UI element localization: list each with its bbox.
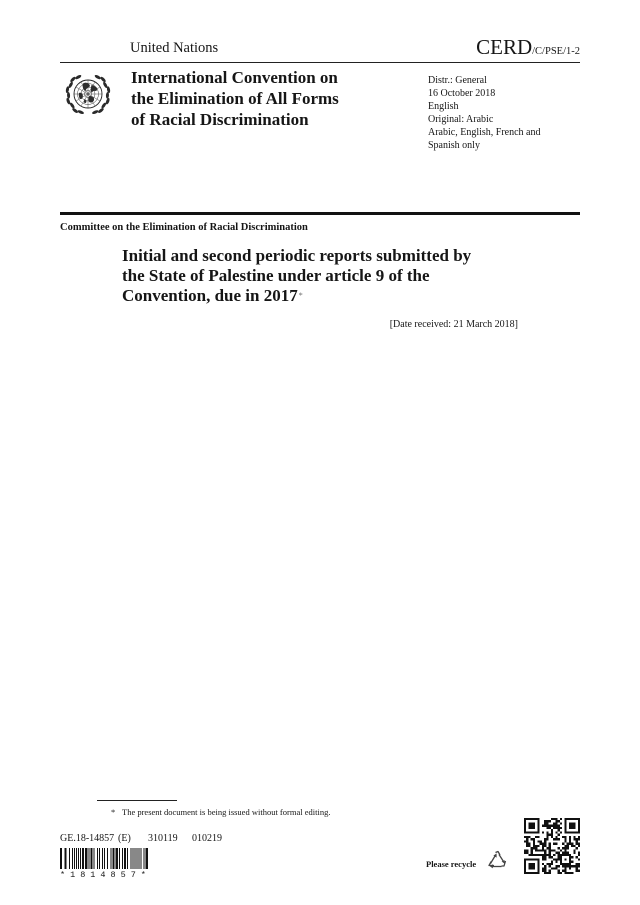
date-code-2: 010219	[192, 833, 222, 844]
header-rule	[60, 62, 580, 63]
laurel-leaf	[77, 109, 84, 114]
language-code: (E)	[118, 833, 131, 844]
distribution-line: 16 October 2018	[428, 88, 496, 99]
convention-title	[131, 67, 339, 130]
laurel-leaf	[71, 107, 78, 114]
report-title-line: the State of Palestine under article 9 of the	[122, 266, 430, 285]
laurel-leaf	[92, 109, 99, 114]
convention-title-line: International Convention on	[131, 68, 338, 87]
committee-name: Committee on the Elimination of Racial Discrimination	[60, 222, 308, 233]
qr-code-icon	[524, 818, 580, 874]
convention-title-line: the Elimination of All Forms	[131, 89, 339, 108]
job-number-line	[60, 832, 240, 845]
distribution-line: Original: Arabic	[428, 114, 494, 125]
barcode-icon	[60, 848, 150, 869]
distribution-line: Arabic, English, French and	[428, 127, 541, 138]
laurel-leaf	[94, 74, 101, 80]
footnote-rule	[97, 800, 177, 801]
recycle-icon	[486, 849, 508, 869]
un-emblem-icon	[62, 68, 114, 120]
recycle-label: Please recycle	[426, 859, 477, 869]
distribution-line: Spanish only	[428, 140, 480, 151]
document-symbol	[476, 35, 580, 64]
laurel-leaf	[100, 76, 107, 83]
date-received: [Date received: 21 March 2018]	[389, 319, 518, 330]
report-title-line-last	[122, 286, 471, 306]
report-title-line: Initial and second periodic reports submitted by	[122, 246, 472, 265]
section-rule	[60, 212, 580, 215]
report-title	[122, 246, 471, 306]
distribution-block	[428, 74, 540, 152]
footnote-text: The present document is being issued without formal editing.	[122, 807, 331, 817]
laurel-leaf	[97, 107, 104, 114]
convention-title-line: of Racial Discrimination	[131, 110, 309, 129]
barcode-bars	[60, 848, 148, 869]
distribution-line: Distr.: General	[428, 75, 487, 86]
date-code-1: 310119	[148, 833, 178, 844]
distribution-line: English	[428, 101, 459, 112]
barcode-text: *1814857*	[60, 870, 151, 880]
organization-name: United Nations	[130, 40, 219, 56]
laurel-leaf	[75, 74, 82, 80]
report-title-line: Convention, due in 2017	[122, 286, 298, 305]
laurel-leaf	[106, 92, 109, 99]
job-number: GE.18-14857	[60, 833, 115, 844]
laurel-leaf	[67, 92, 70, 99]
footnote-reference: *	[298, 291, 303, 300]
symbol-main: CERD	[476, 35, 533, 59]
laurel-leaf	[69, 76, 76, 83]
footnote-marker: *	[111, 807, 116, 817]
symbol-suffix: /C/PSE/1-2	[532, 46, 580, 57]
